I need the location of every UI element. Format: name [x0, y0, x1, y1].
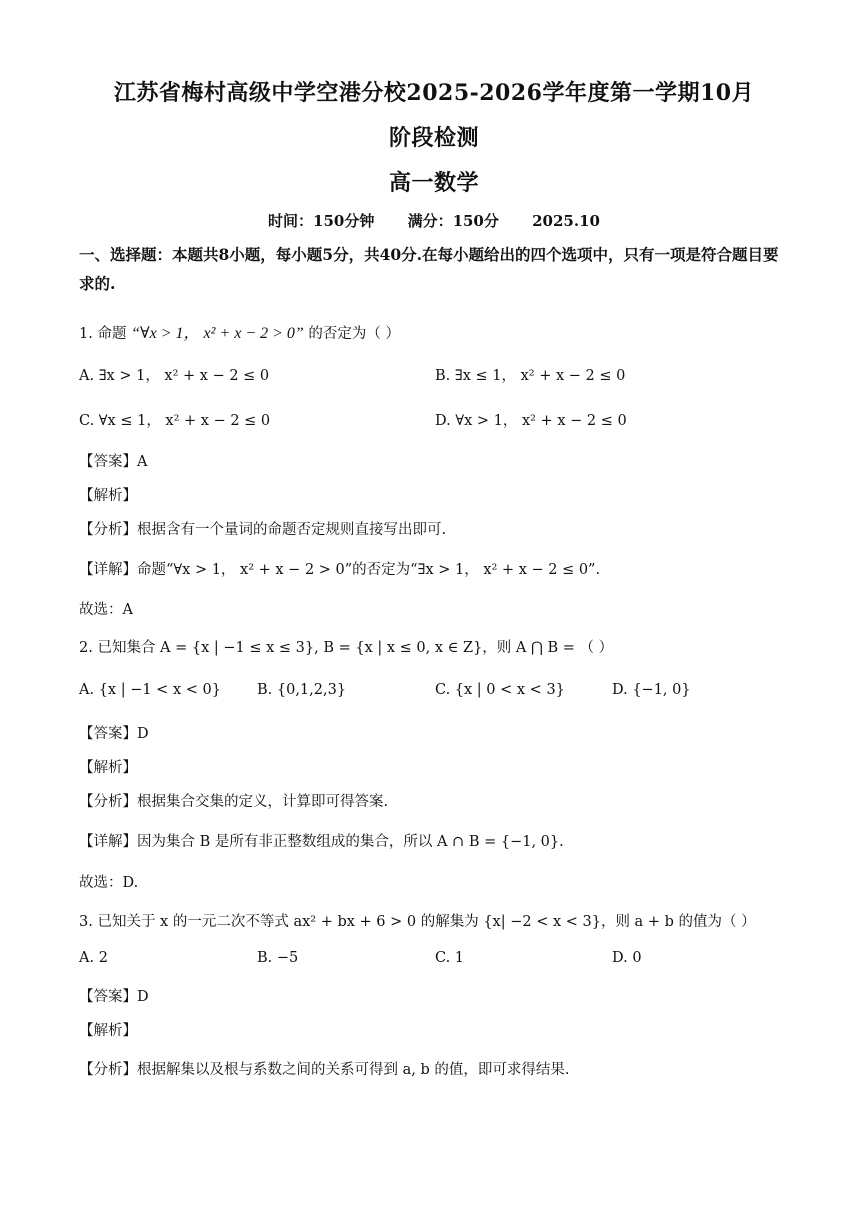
q3-analysis-label: 【解析】 [79, 1023, 137, 1039]
q2-xiangjie: 【详解】因为集合 B 是所有非正整数组成的集合，所以 A ∩ B = {−1, 0}. [79, 834, 564, 850]
q1-stem-prefix: 1. 命题 [79, 326, 127, 342]
q1-stem [79, 320, 400, 343]
q1-choose: 故选：A [79, 602, 133, 618]
q2-stem: 2. 已知集合 A = {x | −1 ≤ x ≤ 3}, B = {x | x ≤ 0, x ∈ Z}，则 A ⋂ B = （ ） [79, 640, 614, 656]
q3-fenxi: 【分析】根据解集以及根与系数之间的关系可得到 a, b 的值，即可求得结果. [79, 1062, 570, 1078]
q2-fenxi: 【分析】根据集合交集的定义，计算即可得答案. [79, 794, 389, 810]
q3-option-a: A. 2 [79, 950, 108, 966]
q3-answer: 【答案】D [79, 989, 149, 1005]
q1-option-b: B. ∃x ≤ 1， x² + x − 2 ≤ 0 [435, 368, 626, 384]
q2-answer: 【答案】D [79, 726, 149, 742]
q3-stem: 3. 已知关于 x 的一元二次不等式 ax² + bx + 6 > 0 的解集为 {x| −2 < x < 3}，则 a + b 的值为（ ） [79, 914, 756, 930]
q1-stem-math: “∀x > 1， x² + x − 2 > 0” [131, 325, 304, 342]
q2-option-a: A. {x | −1 < x < 0} [79, 682, 221, 698]
q1-option-d: D. ∀x > 1， x² + x − 2 ≤ 0 [435, 413, 627, 429]
q1-xiangjie: 【详解】命题“∀x > 1， x² + x − 2 > 0”的否定为“∃x > 1， x² + x − 2 ≤ 0”. [79, 562, 601, 578]
q1-stem-suffix: 的否定为（ ） [308, 326, 401, 342]
q2-analysis-label: 【解析】 [79, 760, 137, 776]
q1-fenxi: 【分析】根据含有一个量词的命题否定规则直接写出即可. [79, 522, 447, 538]
exam-date: 2025.10 [532, 212, 600, 230]
q2-option-b: B. {0,1,2,3} [257, 682, 347, 698]
q1-option-c: C. ∀x ≤ 1， x² + x − 2 ≤ 0 [79, 413, 271, 429]
q3-option-b: B. −5 [257, 950, 299, 966]
q3-option-c: C. 1 [435, 950, 465, 966]
q2-option-c: C. {x | 0 < x < 3} [435, 682, 565, 698]
q1-analysis-label: 【解析】 [79, 488, 137, 504]
q1-option-a: A. ∃x > 1， x² + x − 2 ≤ 0 [79, 368, 270, 384]
exam-title-line1: 江苏省梅村高级中学空港分校2025-2026学年度第一学期10月 [113, 80, 755, 106]
exam-time: 时间：150分钟 [268, 212, 375, 230]
q2-option-d: D. {−1, 0} [612, 682, 691, 698]
q2-choose: 故选：D. [79, 875, 139, 891]
exam-title-line2: 阶段检测 [388, 125, 479, 151]
exam-subject: 高一数学 [388, 170, 479, 196]
exam-score: 满分：150分 [407, 212, 499, 230]
q3-option-d: D. 0 [612, 950, 642, 966]
q1-answer: 【答案】A [79, 454, 148, 470]
exam-meta [0, 210, 868, 231]
section-heading: 一、选择题：本题共8小题，每小题5分，共40分.在每小题给出的四个选项中，只有一项是符合题目要求的. [79, 245, 779, 293]
